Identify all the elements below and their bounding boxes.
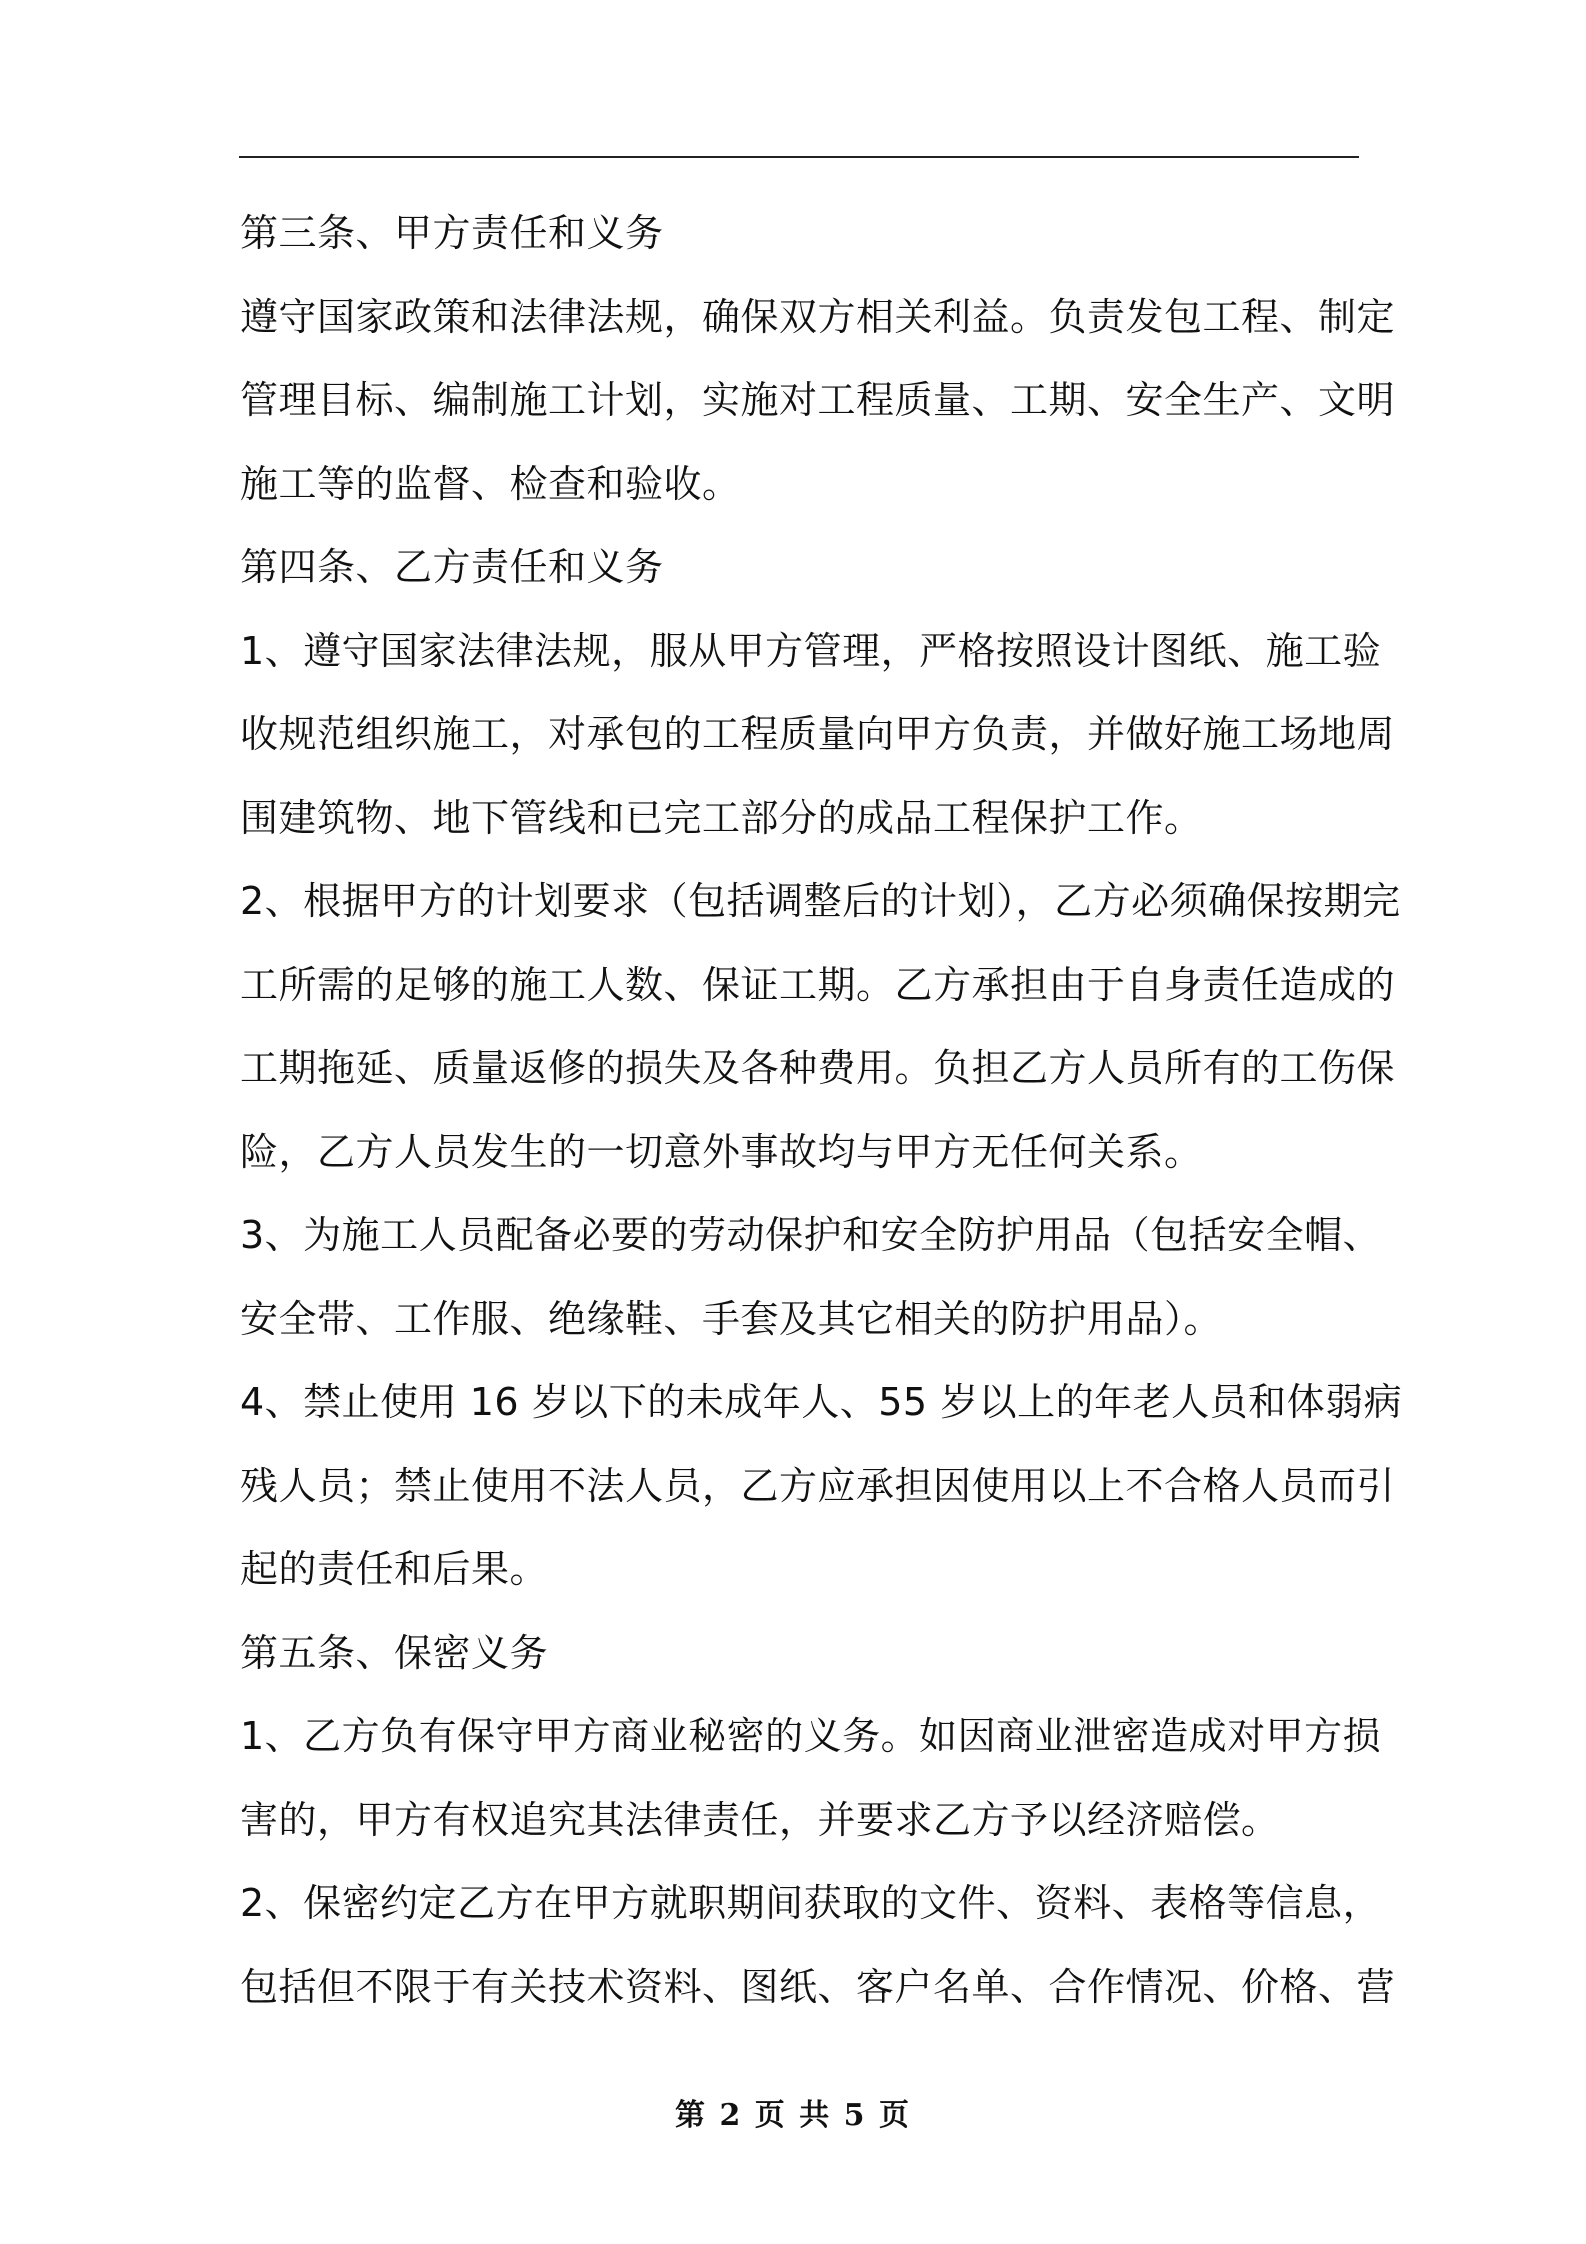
text-line: 2、保密约定乙方在甲方就职期间获取的文件、资料、表格等信息， <box>240 1881 1382 1925</box>
text-line: 安全带、工作服、绝缘鞋、手套及其它相关的防护用品）。 <box>240 1296 1223 1341</box>
text-line: 残人员；禁止使用不法人员，乙方应承担因使用以上不合格人员而引 <box>240 1463 1396 1508</box>
document-body <box>240 192 1403 2029</box>
text-line: 起的责任和后果。 <box>240 1547 549 1591</box>
heading-article-3: 第三条、甲方责任和义务 <box>240 211 664 255</box>
text-line: 工期拖延、质量返修的损失及各种费用。负担乙方人员所有的工伤保 <box>240 1046 1396 1090</box>
text-line: 收规范组织施工，对承包的工程质量向甲方负责，并做好施工场地周 <box>240 712 1396 756</box>
text-line: 害的，甲方有权追究其法律责任，并要求乙方予以经济赔偿。 <box>240 1797 1280 1842</box>
text-line: 1、遵守国家法律法规，服从甲方管理，严格按照设计图纸、施工验 <box>240 628 1382 673</box>
text-line: 工所需的足够的施工人数、保证工期。乙方承担由于自身责任造成的 <box>240 962 1396 1007</box>
text-line: 围建筑物、地下管线和已完工部分的成品工程保护工作。 <box>240 795 1203 840</box>
text-line: 遵守国家政策和法律法规，确保双方相关利益。负责发包工程、制定 <box>240 294 1396 339</box>
text-line: 1、乙方负有保守甲方商业秘密的义务。如因商业泄密造成对甲方损 <box>240 1714 1382 1758</box>
text-line: 包括但不限于有关技术资料、图纸、客户名单、合作情况、价格、营 <box>240 1964 1396 2009</box>
text-line: 3、为施工人员配备必要的劳动保护和安全防护用品（包括安全帽、 <box>240 1213 1382 1257</box>
page-number-footer: 第 2 页 共 5 页 <box>675 2098 911 2133</box>
text-line: 施工等的监督、检查和验收。 <box>240 461 741 506</box>
heading-article-4: 第四条、乙方责任和义务 <box>240 545 664 589</box>
text-line: 险，乙方人员发生的一切意外事故均与甲方无任何关系。 <box>240 1129 1203 1174</box>
header-rule <box>239 156 1359 158</box>
text-line: 4、禁止使用 16 岁以下的未成年人、55 岁以上的年老人员和体弱病 <box>240 1380 1403 1424</box>
text-line: 管理目标、编制施工计划，实施对工程质量、工期、安全生产、文明 <box>240 378 1396 422</box>
heading-article-5: 第五条、保密义务 <box>240 1630 549 1675</box>
text-line: 2、根据甲方的计划要求（包括调整后的计划），乙方必须确保按期完 <box>240 879 1401 923</box>
